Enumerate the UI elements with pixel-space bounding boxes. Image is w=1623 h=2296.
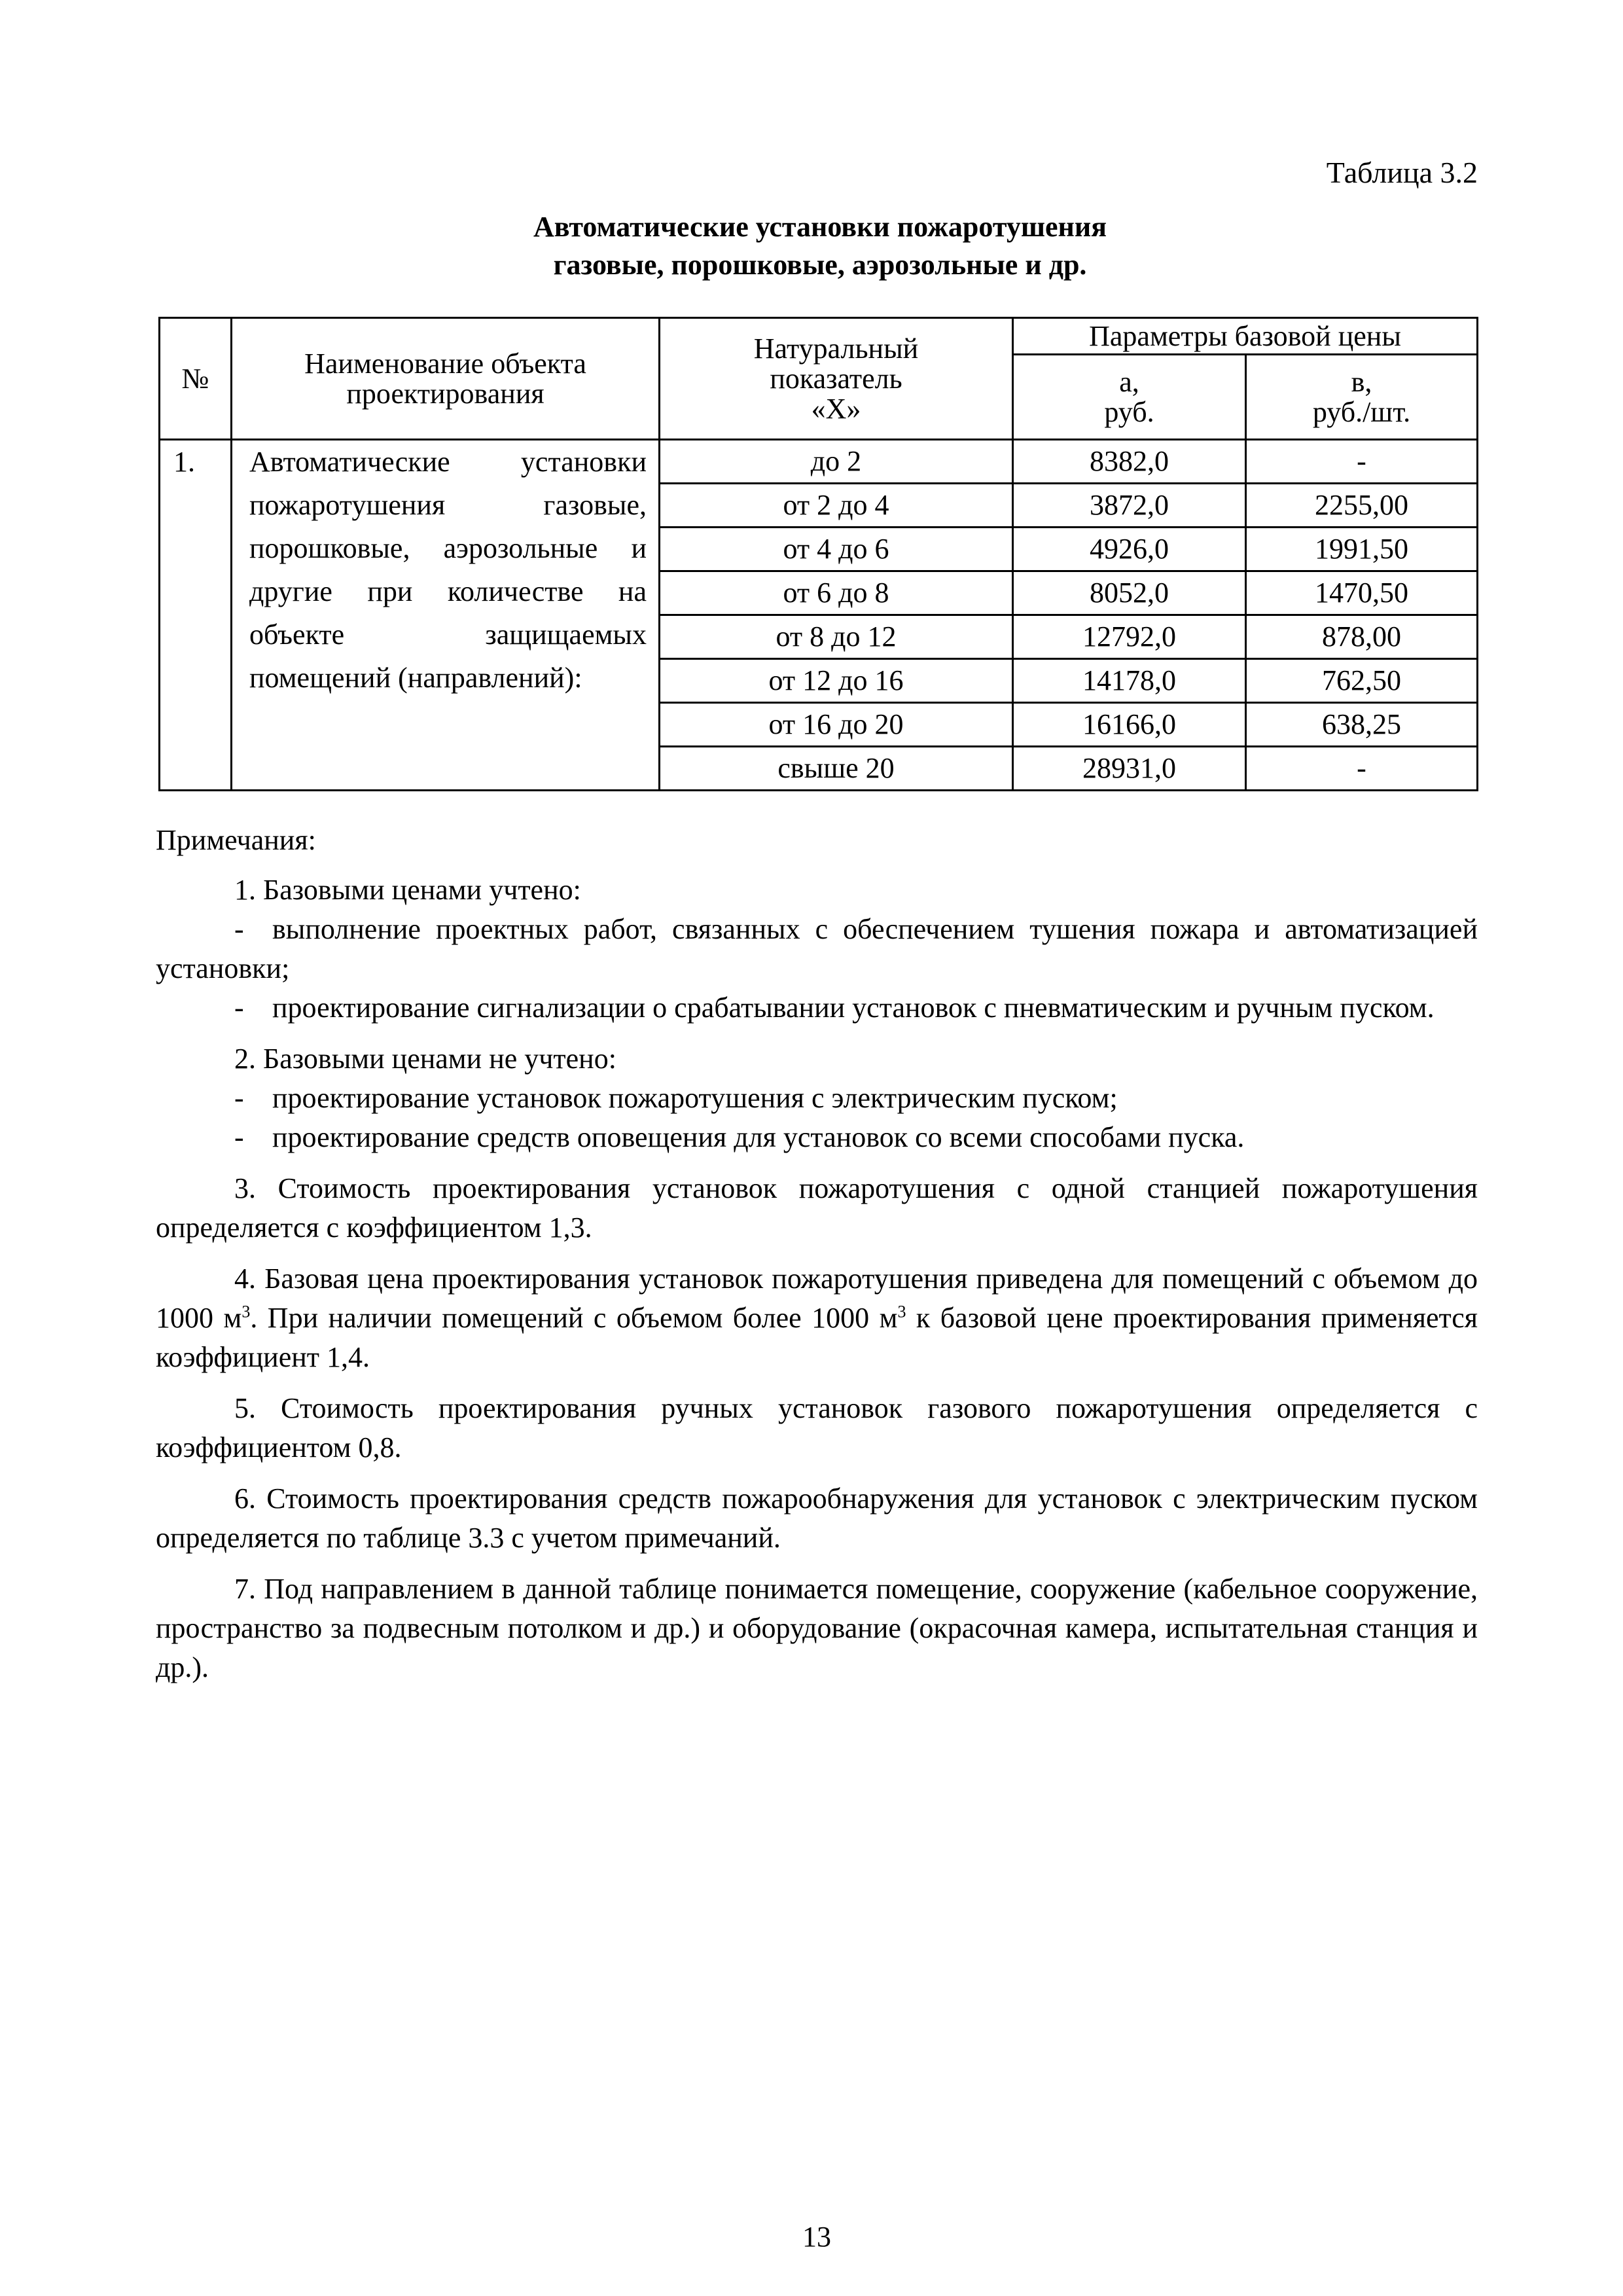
notes-section xyxy=(156,821,1478,1687)
note-4-text-3: к базовой цене проектирования применяется коэффициент 1,4. xyxy=(156,1302,1478,1373)
note-1-item-2-text: проектирование сигнализации о срабатывании установок с пневматическим и ручным пуском. xyxy=(272,992,1435,1024)
cell-b: 878,00 xyxy=(1246,615,1478,659)
note-5: 5. Стоимость проектирования ручных установок газового пожаротушения определяется с коэффициентом 0,8. xyxy=(156,1392,1478,1463)
note-4-superscript-2: 3 xyxy=(897,1302,906,1321)
header-indicator-line1: Натуральный xyxy=(753,332,919,365)
row-name: Автоматические установки пожаротушения газовые, порошковые, аэрозольные и другие при количестве на объекте защищаемых помещений (направлений): xyxy=(232,440,660,791)
price-table xyxy=(158,317,1478,791)
note-2-item-1-text: проектирование установок пожаротушения с электрическим пуском; xyxy=(272,1082,1118,1114)
cell-a: 28931,0 xyxy=(1013,747,1246,791)
cell-x: от 16 до 20 xyxy=(660,703,1013,747)
dash-marker: - xyxy=(234,1082,244,1114)
cell-a: 12792,0 xyxy=(1013,615,1246,659)
cell-a: 3872,0 xyxy=(1013,484,1246,528)
dash-marker: - xyxy=(234,1121,244,1153)
note-2-item-2 xyxy=(156,1118,1478,1157)
header-a-line1: а, xyxy=(1119,365,1139,398)
note-2-item-1 xyxy=(156,1079,1478,1118)
note-2-item-2-text: проектирование средств оповещения для установок со всеми способами пуска. xyxy=(272,1121,1245,1153)
header-indicator xyxy=(660,318,1013,440)
row-number: 1. xyxy=(160,440,232,791)
cell-x: от 4 до 6 xyxy=(660,528,1013,571)
cell-a: 16166,0 xyxy=(1013,703,1246,747)
dash-marker: - xyxy=(234,992,244,1024)
note-1: 1. Базовыми ценами учтено: xyxy=(234,874,581,906)
header-b-line1: в, xyxy=(1351,365,1372,398)
cell-b: - xyxy=(1246,747,1478,791)
cell-a: 8052,0 xyxy=(1013,571,1246,615)
cell-b: 638,25 xyxy=(1246,703,1478,747)
header-b-line2: руб./шт. xyxy=(1312,395,1411,428)
note-1-item-2 xyxy=(156,988,1478,1028)
header-a-line2: руб. xyxy=(1104,395,1154,428)
header-indicator-line3: «Х» xyxy=(811,392,861,425)
note-4-superscript-1: 3 xyxy=(241,1302,251,1321)
header-name: Наименование объекта проектирования xyxy=(232,318,660,440)
notes-heading: Примечания: xyxy=(156,824,316,856)
cell-x: от 8 до 12 xyxy=(660,615,1013,659)
cell-a: 4926,0 xyxy=(1013,528,1246,571)
header-number: № xyxy=(160,318,232,440)
header-indicator-line2: показатель xyxy=(770,362,902,395)
cell-b: - xyxy=(1246,440,1478,484)
header-b xyxy=(1246,355,1478,440)
note-4 xyxy=(156,1259,1478,1377)
note-7: 7. Под направлением в данной таблице понимается помещение, сооружение (кабельное сооружение, пространство за подвесным потолком и др.) и оборудование (окрасочная камера, испытательная станция и др.). xyxy=(156,1573,1478,1683)
cell-b: 2255,00 xyxy=(1246,484,1478,528)
cell-x: от 12 до 16 xyxy=(660,659,1013,703)
cell-x: свыше 20 xyxy=(660,747,1013,791)
note-4-text-2: . При наличии помещений с объемом более 1000 м xyxy=(250,1302,898,1334)
note-1-item-1-text: выполнение проектных работ, связанных с обеспечением тушения пожара и автоматизацией установки; xyxy=(156,913,1478,984)
cell-x: до 2 xyxy=(660,440,1013,484)
cell-a: 8382,0 xyxy=(1013,440,1246,484)
note-1-item-1 xyxy=(156,910,1478,988)
dash-marker: - xyxy=(234,913,244,945)
table-title-line1: Автоматические установки пожаротушения xyxy=(533,211,1107,243)
cell-a: 14178,0 xyxy=(1013,659,1246,703)
cell-x: от 2 до 4 xyxy=(660,484,1013,528)
cell-b: 1470,50 xyxy=(1246,571,1478,615)
cell-b: 1991,50 xyxy=(1246,528,1478,571)
cell-b: 762,50 xyxy=(1246,659,1478,703)
note-4-text-1: 4. Базовая цена проектирования установок пожаротушения приведена для помещений с объемом до 1000 м xyxy=(156,1263,1478,1334)
note-6: 6. Стоимость проектирования средств пожарообнаружения для установок с электрическим пуском определяется по таблице 3.3 с учетом примечаний. xyxy=(156,1482,1478,1554)
page-number: 13 xyxy=(802,2221,831,2253)
note-2: 2. Базовыми ценами не учтено: xyxy=(234,1043,616,1075)
table-title-line2: газовые, порошковые, аэрозольные и др. xyxy=(553,249,1087,281)
header-params: Параметры базовой цены xyxy=(1013,318,1478,355)
table-title xyxy=(156,208,1478,284)
note-3: 3. Стоимость проектирования установок пожаротушения с одной станцией пожаротушения определяется с коэффициентом 1,3. xyxy=(156,1172,1478,1244)
table-label: Таблица 3.2 xyxy=(1326,156,1478,189)
header-a xyxy=(1013,355,1246,440)
cell-x: от 6 до 8 xyxy=(660,571,1013,615)
